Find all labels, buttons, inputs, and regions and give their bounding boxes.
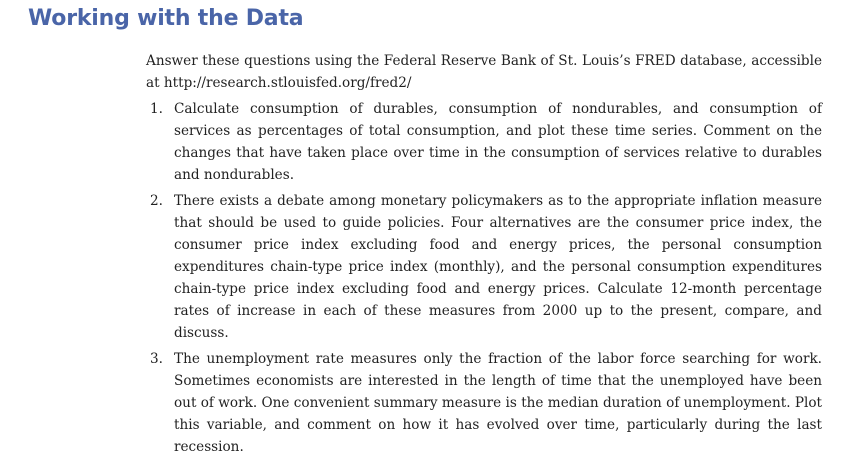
intro-paragraph: Answer these questions using the Federal Reserve Bank of St. Louis’s FRED database, accessible at http://research.stlouisfed.org/fred2/ xyxy=(146,53,822,91)
question-number: 2. xyxy=(150,193,163,209)
question-item xyxy=(146,98,822,186)
section-heading: Working with the Data xyxy=(28,6,304,31)
question-text: Calculate consumption of durables, consumption of nondurables, and consumption of services as percentages of total consumption, and plot these time series. Comment on the changes that have taken place over time in the consumption of services relative to durables and nondurables. xyxy=(174,101,822,183)
question-number: 1. xyxy=(150,101,163,117)
question-text: There exists a debate among monetary policymakers as to the appropriate inflation measure that should be used to guide policies. Four alternatives are the consumer price index, the consumer price index excluding food and energy prices, the personal consumption expenditures chain-type price index (monthly), and the personal consumption expenditures chain-type price index excluding food and energy prices. Calculate 12-month percentage rates of increase in each of these measures from 2000 up to the present, compare, and discuss. xyxy=(174,193,822,341)
question-item xyxy=(146,190,822,344)
question-list xyxy=(146,98,822,458)
question-number: 3. xyxy=(150,351,163,367)
question-text: The unemployment rate measures only the fraction of the labor force searching for work. Sometimes economists are interested in the length of time that the unemployed have been out of work. One convenient summary measure is the median duration of unemployment. Plot this variable, and comment on how it has evolved over time, particularly during the last recession. xyxy=(174,351,822,455)
question-item xyxy=(146,348,822,458)
exercise-body xyxy=(146,50,822,462)
